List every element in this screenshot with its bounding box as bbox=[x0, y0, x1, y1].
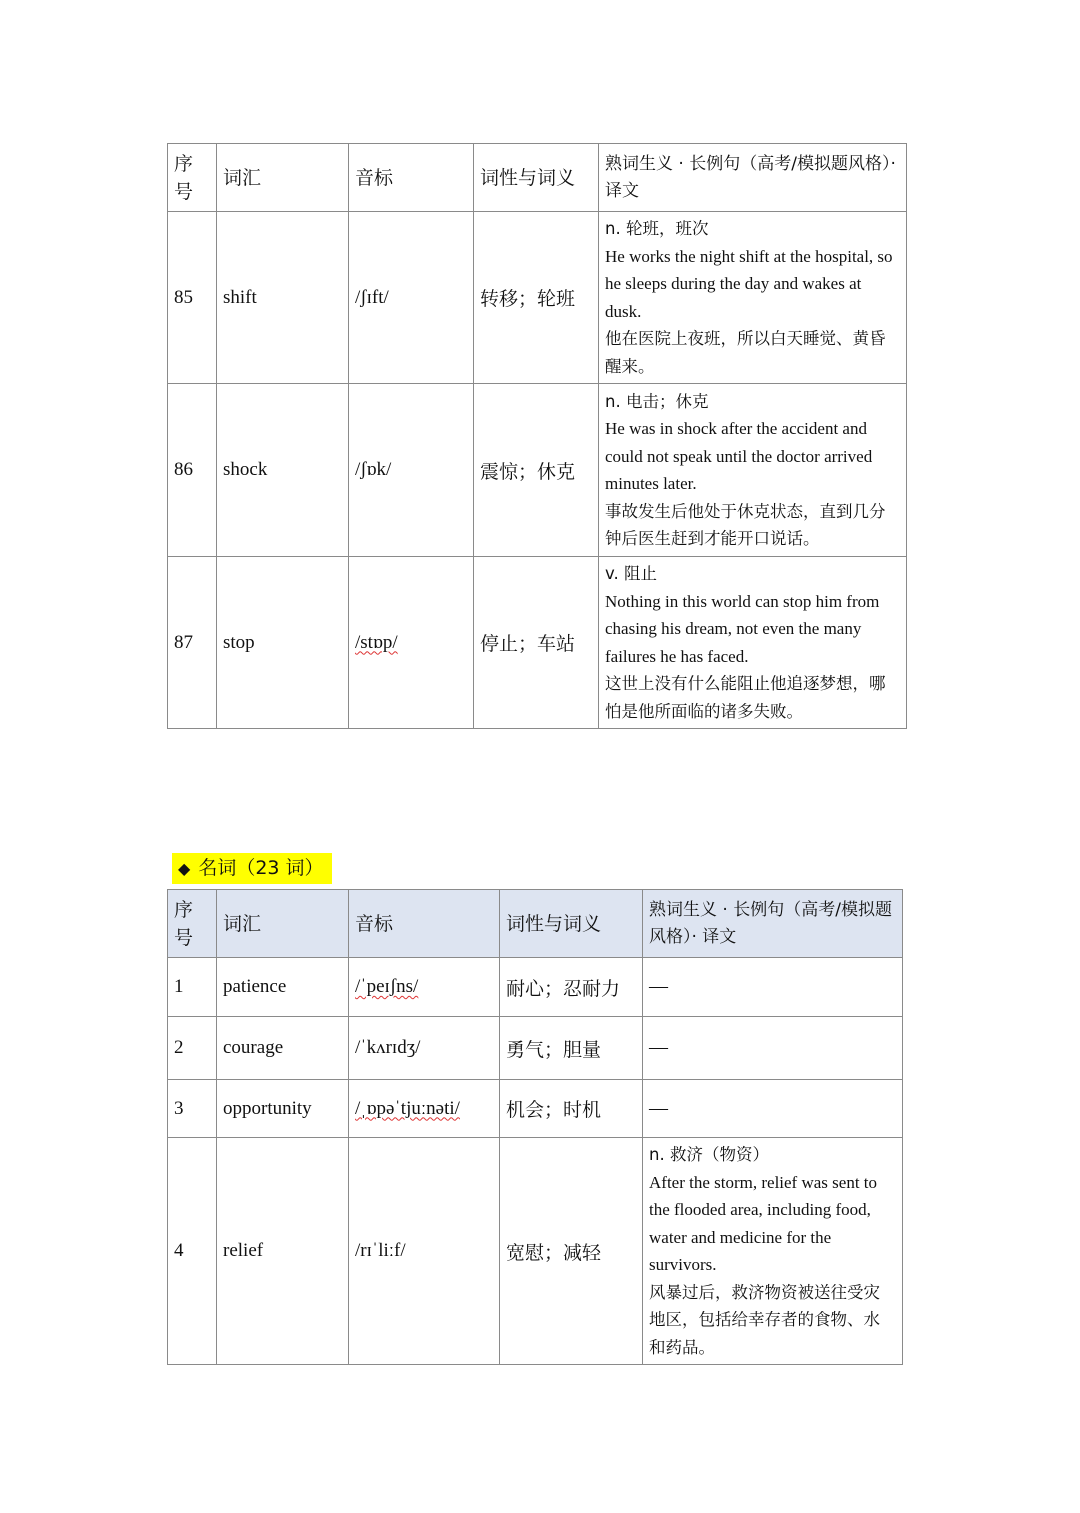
context-example-en: Nothing in this world can stop him from chasing his dream, not even the many failures he has faced. bbox=[605, 591, 880, 666]
context-example-en: After the storm, relief was sent to the flooded area, including food, water and medicine for the survivors. bbox=[649, 1172, 878, 1274]
table-header-row bbox=[168, 144, 907, 212]
table-row bbox=[168, 557, 907, 729]
context-pos: v. 阻止 bbox=[605, 564, 657, 583]
context-example-zh: 这世上没有什么能阻止他追逐梦想，哪怕是他所面临的诸多失败。 bbox=[605, 674, 886, 721]
row-context-empty: — bbox=[643, 958, 903, 1017]
diamond-bullet-icon: ◆ bbox=[178, 859, 191, 878]
row-num: 85 bbox=[168, 212, 217, 384]
row-context-empty: — bbox=[643, 1080, 903, 1138]
row-meaning: 宽慰；减轻 bbox=[500, 1138, 643, 1365]
context-example-en: He works the night shift at the hospital, so he sleeps during the day and wakes at dusk. bbox=[605, 246, 893, 321]
context-example-zh: 他在医院上夜班，所以白天睡觉、黄昏醒来。 bbox=[605, 329, 886, 376]
row-meaning: 机会；时机 bbox=[500, 1080, 643, 1138]
context-example-en: He was in shock after the accident and could not speak until the doctor arrived minutes later. bbox=[605, 419, 873, 493]
context-pos: n. 轮班，班次 bbox=[605, 219, 709, 238]
header-context: 熟词生义 · 长例句（高考/模拟题风格）· 译文 bbox=[643, 890, 903, 958]
table-row bbox=[168, 958, 903, 1017]
row-meaning: 转移；轮班 bbox=[474, 212, 599, 384]
row-ipa: /ʃɪft/ bbox=[349, 212, 474, 384]
row-context-empty: — bbox=[643, 1017, 903, 1080]
row-word: opportunity bbox=[217, 1080, 349, 1138]
table-row bbox=[168, 212, 907, 384]
row-ipa: /ʃɒk/ bbox=[349, 384, 474, 557]
row-word: courage bbox=[217, 1017, 349, 1080]
row-num: 3 bbox=[168, 1080, 217, 1138]
table-header-row bbox=[168, 890, 903, 958]
row-context bbox=[599, 557, 907, 729]
row-word: shift bbox=[217, 212, 349, 384]
section-title: 名词（23 词） bbox=[198, 857, 324, 879]
row-meaning: 震惊；休克 bbox=[474, 384, 599, 557]
row-word: stop bbox=[217, 557, 349, 729]
table-row bbox=[168, 1017, 903, 1080]
row-num: 87 bbox=[168, 557, 217, 729]
context-pos: n. 救济（物资） bbox=[649, 1145, 769, 1164]
header-ipa: 音标 bbox=[349, 144, 474, 212]
header-num: 序号 bbox=[168, 144, 217, 212]
row-word: shock bbox=[217, 384, 349, 557]
row-meaning: 勇气；胆量 bbox=[500, 1017, 643, 1080]
row-ipa: /ˈkʌrɪdʒ/ bbox=[349, 1017, 500, 1080]
table-row bbox=[168, 384, 907, 557]
row-num: 86 bbox=[168, 384, 217, 557]
row-ipa bbox=[349, 958, 500, 1017]
row-context bbox=[643, 1138, 903, 1365]
ipa-text: /ˌɒpəˈtjuːnəti/ bbox=[355, 1097, 460, 1119]
header-ipa: 音标 bbox=[349, 890, 500, 958]
section-heading-nouns bbox=[172, 853, 332, 884]
header-meaning: 词性与词义 bbox=[500, 890, 643, 958]
row-num: 4 bbox=[168, 1138, 217, 1365]
row-meaning: 停止；车站 bbox=[474, 557, 599, 729]
vocab-table-verbs bbox=[167, 143, 907, 729]
row-context bbox=[599, 212, 907, 384]
header-num: 序号 bbox=[168, 890, 217, 958]
header-meaning: 词性与词义 bbox=[474, 144, 599, 212]
row-num: 2 bbox=[168, 1017, 217, 1080]
row-ipa bbox=[349, 1080, 500, 1138]
row-context bbox=[599, 384, 907, 557]
header-word: 词汇 bbox=[217, 144, 349, 212]
row-ipa: /rɪˈliːf/ bbox=[349, 1138, 500, 1365]
context-pos: n. 电击；休克 bbox=[605, 391, 709, 411]
row-word: patience bbox=[217, 958, 349, 1017]
context-example-zh: 事故发生后他处于休克状态，直到几分钟后医生赶到才能开口说话。 bbox=[605, 501, 886, 548]
header-context: 熟词生义 · 长例句（高考/模拟题风格）· 译文 bbox=[599, 144, 907, 212]
context-example-zh: 风暴过后，救济物资被送往受灾地区，包括给幸存者的食物、水和药品。 bbox=[649, 1282, 880, 1357]
row-word: relief bbox=[217, 1138, 349, 1365]
row-ipa bbox=[349, 557, 474, 729]
vocab-table-nouns bbox=[167, 889, 903, 1365]
ipa-text: /ˈpeɪʃns/ bbox=[355, 976, 419, 997]
row-num: 1 bbox=[168, 958, 217, 1017]
table-row bbox=[168, 1138, 903, 1365]
table-row bbox=[168, 1080, 903, 1138]
ipa-text: /stɒp/ bbox=[355, 631, 398, 653]
header-word: 词汇 bbox=[217, 890, 349, 958]
row-meaning: 耐心；忍耐力 bbox=[500, 958, 643, 1017]
